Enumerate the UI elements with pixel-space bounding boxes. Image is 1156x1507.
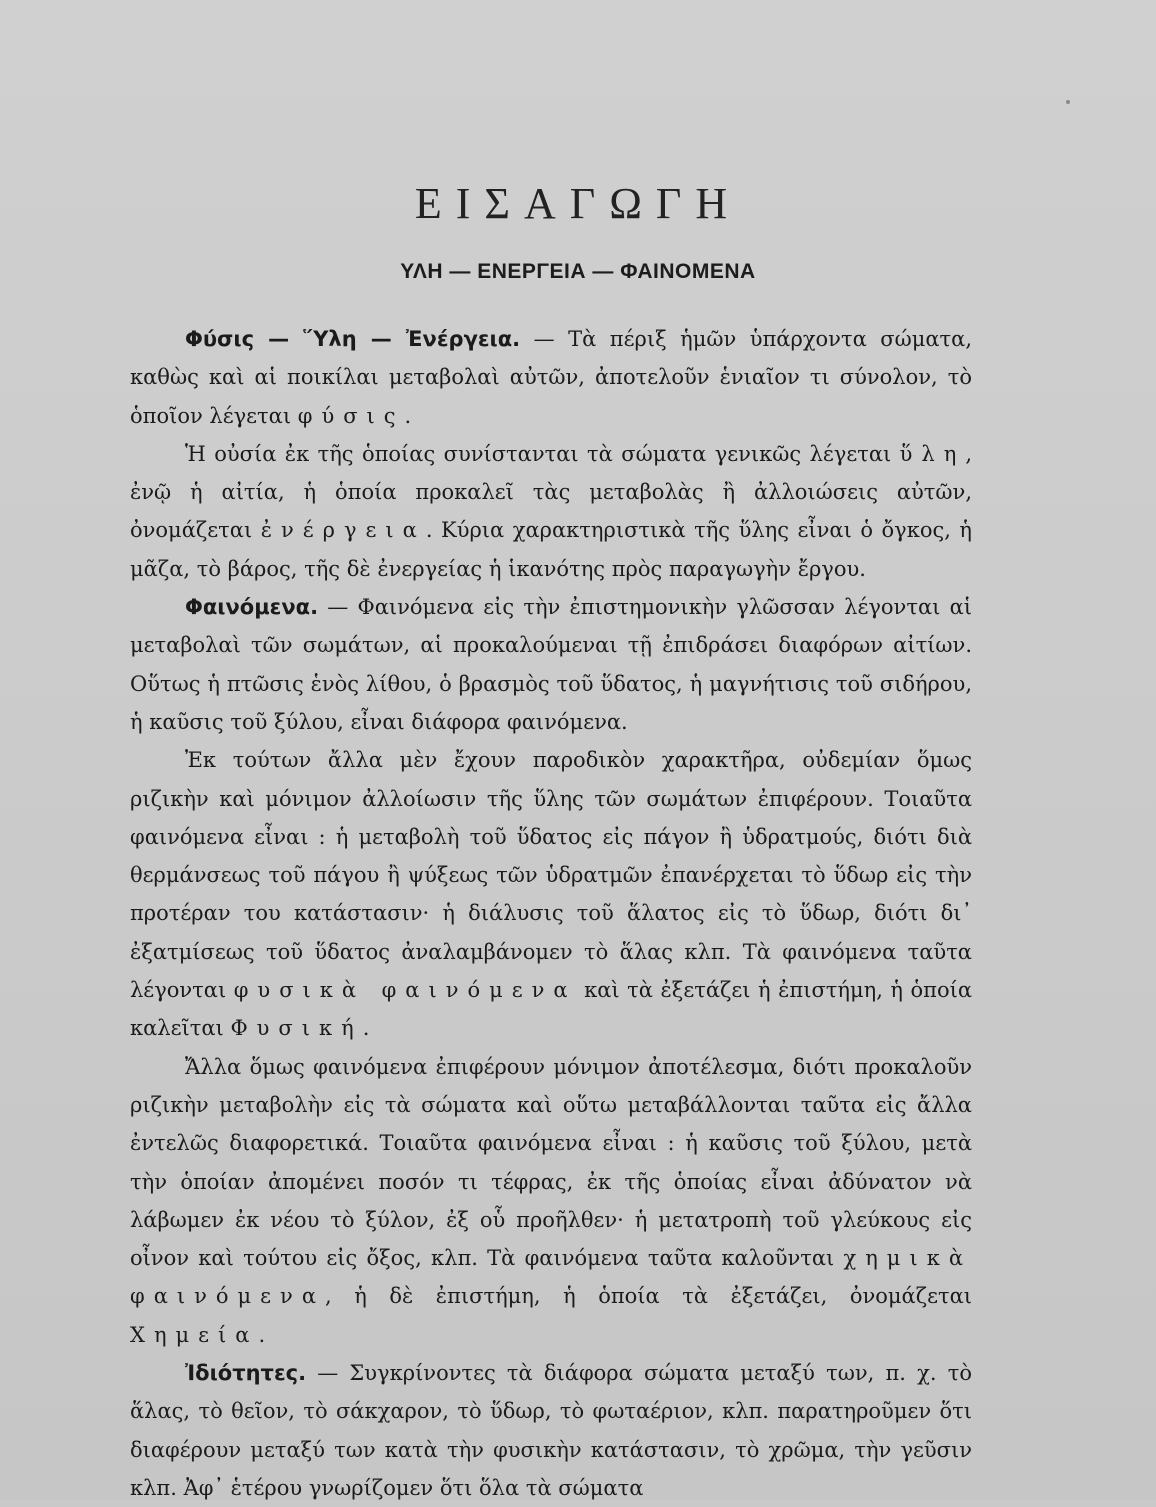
emphasized-term: φύσις	[297, 403, 405, 428]
section-subtitle: ΥΛΗ — ΕΝΕΡΓΕΙΑ — ΦΑΙΝΟΜΕΝΑ	[400, 260, 756, 283]
paragraph-text: , ἐνῷ ἡ αἰτία, ἡ ὁποία προκαλεῖ τὰς μεταβολὰς ἢ ἀλλοιώσεις αὐτῶν, ὀνομάζεται	[130, 441, 972, 543]
emphasized-term: φυσικὰ φαινόμενα	[233, 978, 577, 1003]
paragraph-text: Ἡ οὐσία ἐκ τῆς ὁποίας συνίστανται τὰ σώματα γενικῶς λέγεται	[185, 441, 900, 466]
speck-mark	[1066, 100, 1070, 104]
paragraph-physical-phenomena	[130, 741, 972, 1047]
paragraph-text: . Κύρια χαρακτηριστικὰ τῆς ὕλης εἶναι ὁ ὄγκος, ἡ μᾶζα, τὸ βάρος, τῆς δὲ ἐνεργείας ἡ ἱκανότης πρὸς παραγωγὴν ἔργου.	[130, 518, 972, 581]
emphasized-term: Φυσική	[230, 1016, 363, 1041]
emphasized-term: χημικὰ φαινόμενα	[130, 1246, 972, 1309]
paragraph-text: Ἄλλα ὅμως φαινόμενα ἐπιφέρουν μόνιμον ἀποτέλεσμα, διότι προκαλοῦν ριζικὴν μεταβολὴν εἰς τὰ σώματα καὶ οὕτω μεταβάλλονται ταῦτα εἰς ἄλλα ἐντελῶς διαφορετικά. Τοιαῦτα φαινόμενα εἶναι : ἡ καῦσις τοῦ ξύλου, μετὰ τὴν ὁποίαν ἀπομένει ποσόν τι τέφρας, ἐκ τῆς ὁποίας εἶναι ἀδύνατον νὰ λάβωμεν ἐκ νέου τὸ ξύλον, ἐξ οὗ προῆλθεν· ἡ μετατροπὴ τοῦ γλεύκους εἰς οἶνον καὶ τούτου εἰς ὄξος, κλπ. Τὰ φαινόμενα ταῦτα καλοῦνται	[130, 1054, 972, 1271]
paragraph-phainomena	[130, 588, 972, 741]
paragraph-text: — Τὰ πέριξ ἡμῶν ὑπάρχοντα σώματα, καθὼς καὶ αἱ ποικίλαι μεταβολαὶ αὐτῶν, ἀποτελοῦν ἑνιαῖον τι σύνολον, τὸ ὁποῖον λέγεται	[130, 327, 972, 428]
emphasized-term: ὕλη	[899, 441, 966, 466]
paragraph-heading: Φαινόμενα.	[185, 595, 319, 620]
paragraph-idiotites	[130, 1354, 972, 1507]
paragraph-text: .	[404, 403, 412, 428]
paragraph-text: καὶ τὰ ἐξετάζει ἡ ἐπιστήμη, ἡ ὁποία καλεῖται	[130, 978, 973, 1041]
paragraph-heading: Φύσις — Ὕλη — Ἐνέργεια.	[185, 327, 521, 351]
paragraph-physis	[130, 320, 972, 435]
paragraph-text: Ἐκ τούτων ἄλλα μὲν ἔχουν παροδικὸν χαρακτῆρα, οὐδεμίαν ὅμως ριζικὴν καὶ μόνιμον ἀλλοίωσιν τῆς ὕλης τῶν σωμάτων ἐπιφέρουν. Τοιαῦτα φαινόμενα εἶναι : ἡ μεταβολὴ τοῦ ὕδατος εἰς πάγον ἢ ὑδρατμούς, διότι διὰ θερμάνσεως τοῦ πάγου ἢ ψύξεως τῶν ὑδρατμῶν ἐπανέρχεται τὸ ὕδωρ εἰς τὴν προτέραν του κατάστασιν· ἡ διάλυσις τοῦ ἅλατος εἰς τὸ ὕδωρ, διότι δι᾽ ἐξατμίσεως τοῦ ὕδατος ἀναλαμβάνομεν τὸ ἅλας κλπ. Τὰ φαινόμενα ταῦτα λέγονται	[130, 748, 972, 1003]
paragraph-chemical-phenomena	[130, 1048, 972, 1354]
paragraph-text: — Συγκρίνοντες τὰ διάφορα σώματα μεταξύ των, π. χ. τὸ ἅλας, τὸ θεῖον, τὸ σάκχαρον, τὸ ὕδωρ, τὸ φωταέριον, κλπ. παρατηροῦμεν ὅτι διαφέρουν μεταξύ των κατὰ τὴν φυσικὴν κατάστασιν, τὸ χρῶμα, τὴν γεῦσιν κλπ. Ἀφ᾽ ἑτέρου γνωρίζομεν ὅτι ὅλα τὰ σώματα	[130, 1361, 972, 1500]
paragraph-ousia	[130, 435, 972, 588]
body-text	[130, 320, 972, 1507]
paragraph-text: , ἡ δὲ ἐπιστήμη, ἡ ὁποία τὰ ἐξετάζει, ὀνομάζεται	[325, 1284, 972, 1309]
paragraph-text: .	[362, 1016, 370, 1041]
emphasized-term: ἐνέργεια	[260, 518, 426, 543]
paragraph-heading: Ἰδιότητες.	[185, 1361, 307, 1386]
page-title: ΕΙΣΑΓΩΓΗ	[414, 179, 742, 228]
paragraph-text: — Φαινόμενα εἰς τὴν ἐπιστημονικὴν γλῶσσαν λέγονται αἱ μεταβολαὶ τῶν σωμάτων, αἱ προκαλούμεναι τῇ ἐπιδράσει διαφόρων αἰτίων. Οὕτως ἡ πτῶσις ἑνὸς λίθου, ὁ βρασμὸς τοῦ ὕδατος, ἡ μαγνήτισις τοῦ σιδήρου, ἡ καῦσις τοῦ ξύλου, εἶναι διάφορα φαινόμενα.	[130, 595, 972, 734]
paragraph-text: .	[258, 1322, 266, 1347]
emphasized-term: Χημεία	[130, 1322, 259, 1347]
